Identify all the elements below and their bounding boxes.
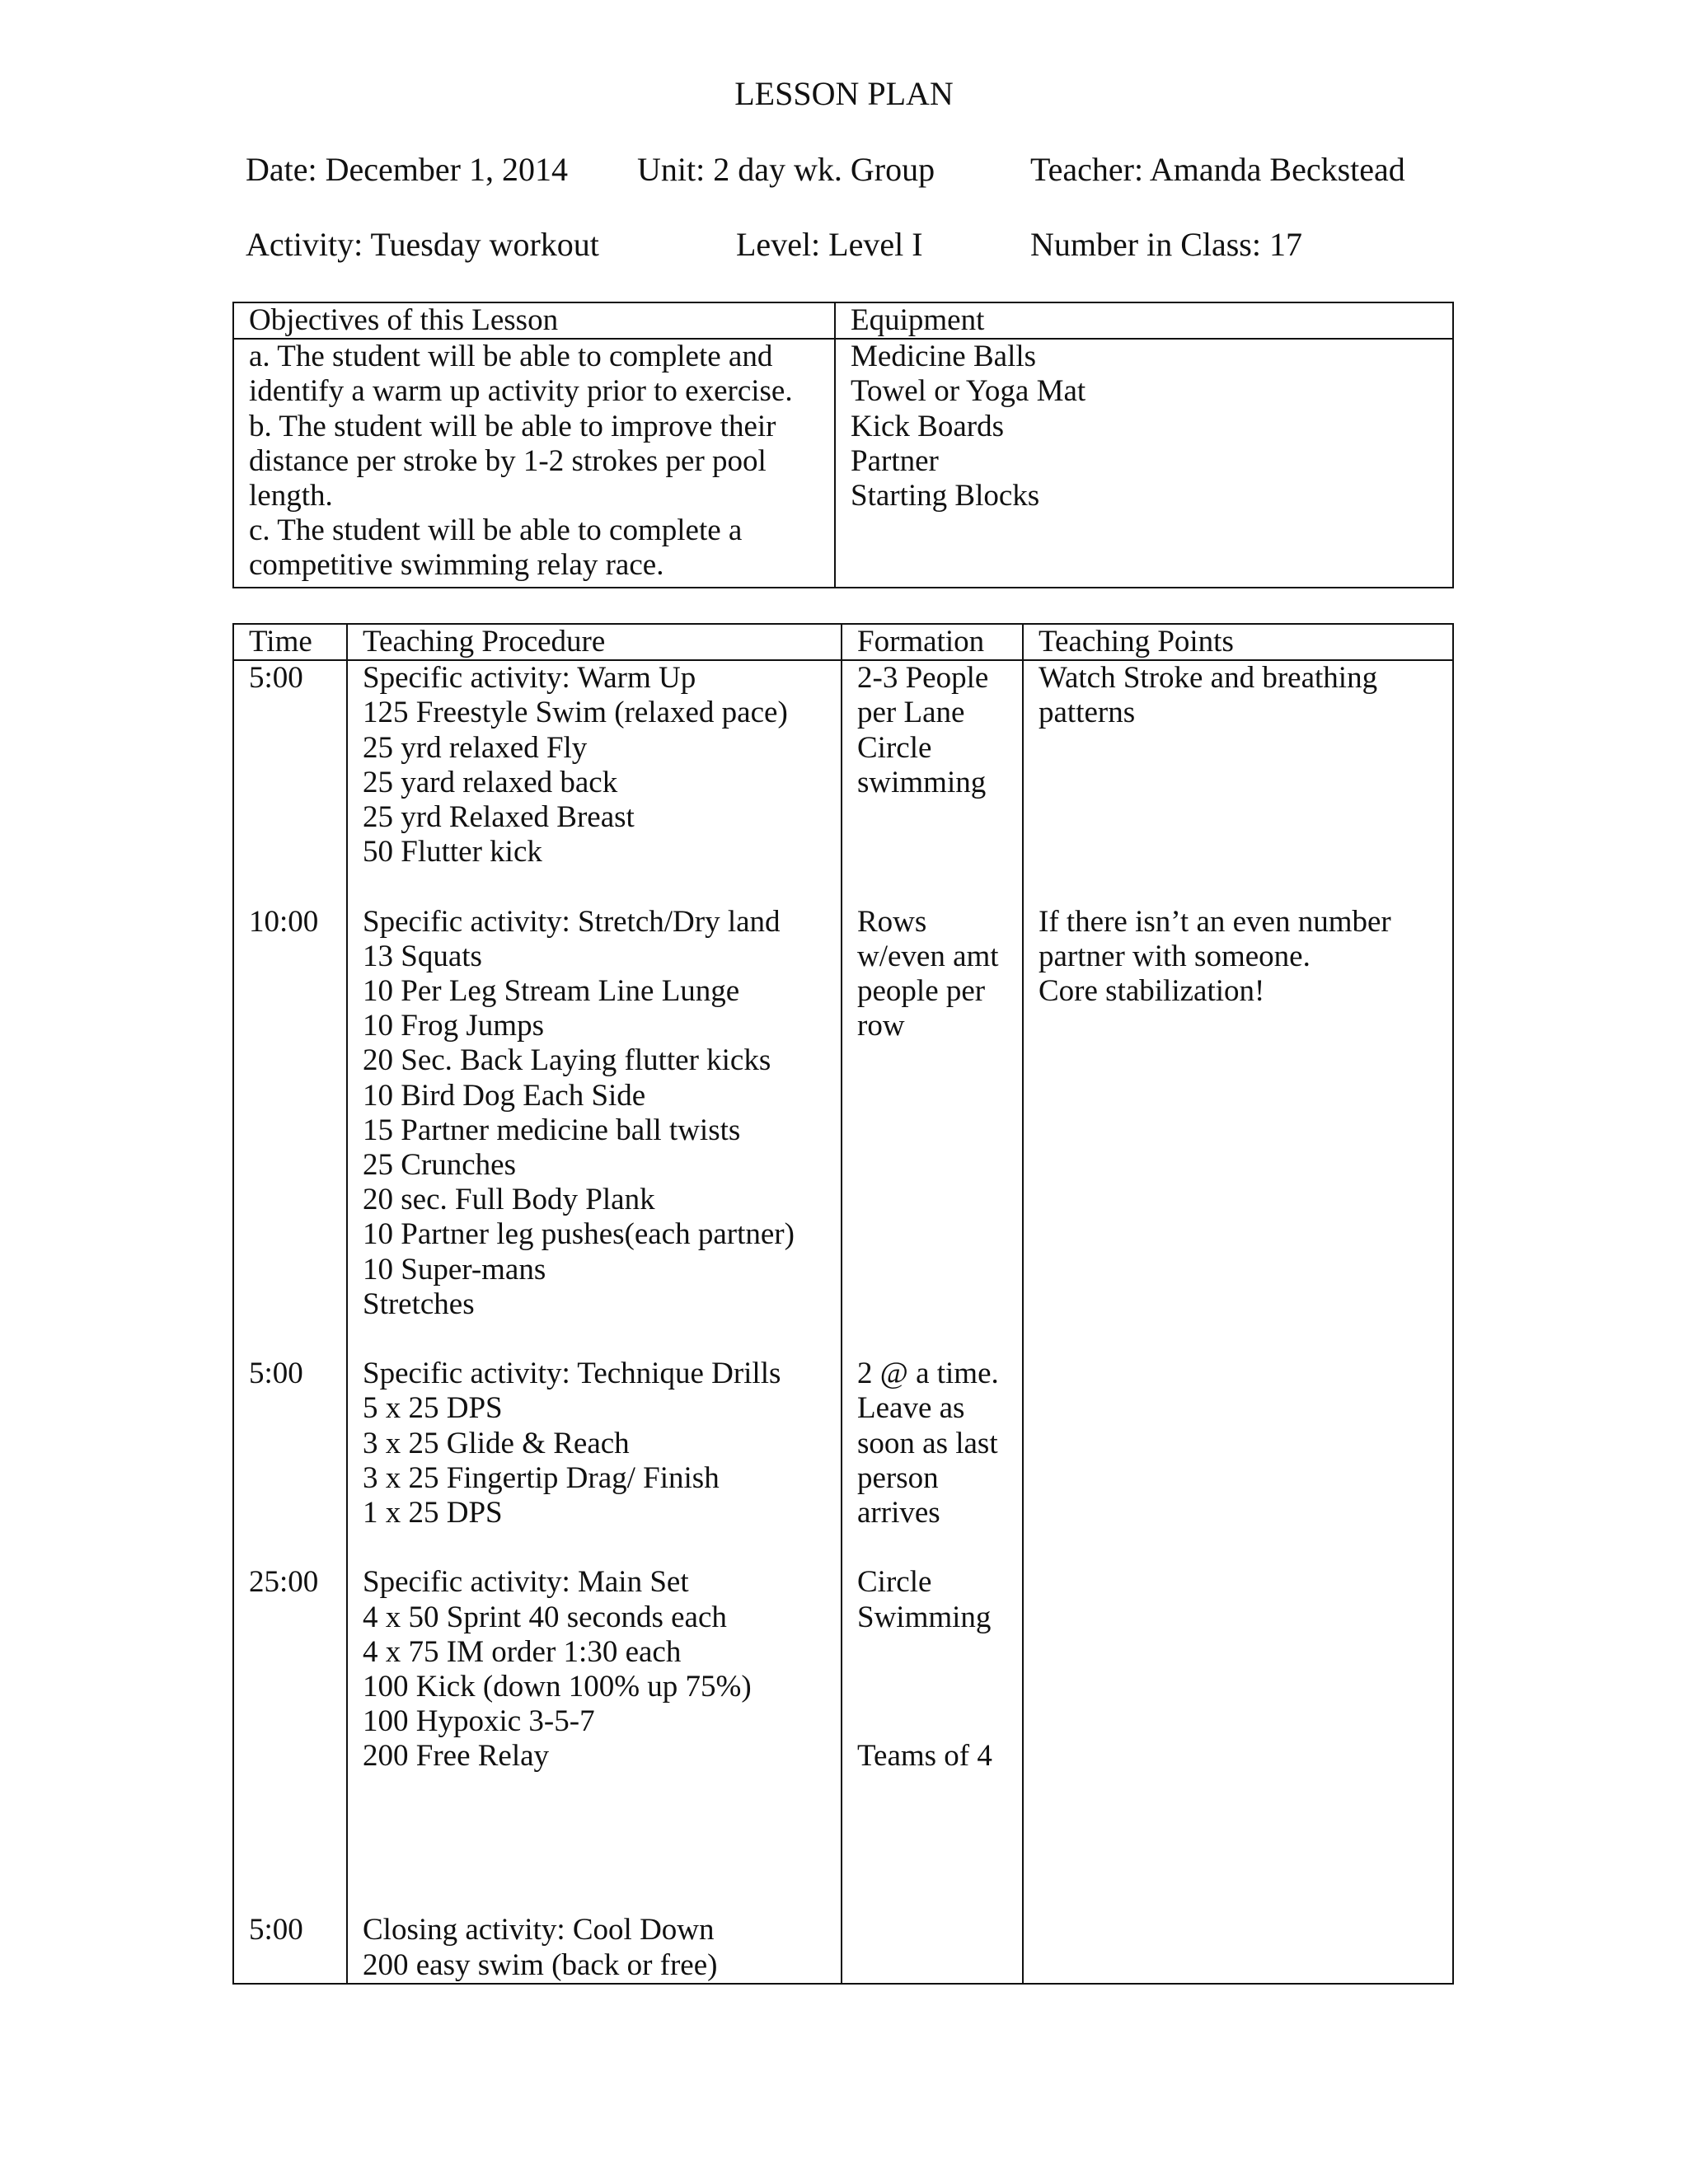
formation-line: Rows — [857, 904, 927, 939]
teaching-point-line — [1039, 1670, 1452, 1704]
procedure-line: Closing activity: Cool Down — [363, 1913, 715, 1947]
time-value — [249, 800, 346, 835]
time-value — [249, 1496, 346, 1530]
equipment-item: Partner — [851, 443, 939, 478]
procedure-line: 200 easy swim (back or free) — [363, 1947, 718, 1982]
procedure-header: Teaching Procedure — [347, 624, 842, 660]
time-value — [249, 1774, 346, 1809]
time-value — [249, 1948, 346, 1983]
procedure-block — [249, 1565, 346, 1913]
objective-line: c. The student will be able to complete a — [249, 513, 743, 548]
teaching-point-line — [1039, 1461, 1452, 1496]
procedure-line: Specific activity: Technique Drills — [363, 1357, 781, 1391]
objective-line: a. The student will be able to complete and — [249, 340, 773, 374]
time-value — [249, 974, 346, 1009]
unit-field: Unit: 2 day wk. Group — [637, 151, 935, 188]
time-column — [233, 660, 347, 1984]
time-value — [249, 940, 346, 974]
time-value — [249, 1601, 346, 1635]
procedure-block — [363, 1913, 841, 1982]
procedure-block — [857, 1565, 1022, 1913]
procedure-body-row — [233, 660, 1453, 1984]
block-spacer — [363, 869, 841, 904]
objectives-header-row — [233, 302, 1453, 339]
block-spacer — [857, 869, 1022, 904]
procedure-block — [1039, 661, 1452, 904]
procedure-line: 4 x 75 IM order 1:30 each — [363, 1634, 682, 1669]
procedure-block — [1039, 1565, 1452, 1913]
formation-line: 2-3 People — [857, 661, 989, 696]
procedure-block — [1039, 1357, 1452, 1565]
block-spacer — [249, 1878, 346, 1913]
time-value — [249, 1217, 346, 1252]
procedure-header-row — [233, 624, 1453, 660]
formation-line: 2 @ a time. — [857, 1357, 999, 1391]
procedure-line: 25 Crunches — [363, 1148, 516, 1183]
teaching-point-line — [1039, 1183, 1452, 1217]
time-value — [249, 1739, 346, 1774]
teaching-point-line — [1039, 1704, 1452, 1739]
time-value — [249, 835, 346, 869]
procedure-block — [249, 1357, 346, 1565]
objective-line: competitive swimming relay race. — [249, 548, 664, 583]
objectives-header: Objectives of this Lesson — [233, 302, 835, 339]
procedure-column — [347, 660, 842, 1984]
teaching-point-line: Core stabilization! — [1039, 974, 1265, 1009]
formation-line: row — [857, 1009, 905, 1043]
objective-line: b. The student will be able to improve their — [249, 409, 776, 443]
procedure-line: 5 x 25 DPS — [363, 1391, 503, 1426]
teaching-point-line — [1039, 1913, 1452, 1947]
objectives-cell — [233, 339, 835, 588]
block-spacer — [363, 1322, 841, 1357]
time-value: 10:00 — [249, 904, 319, 939]
formation-line: people per — [857, 974, 986, 1009]
formation-line — [857, 1217, 1022, 1252]
equipment-header: Equipment — [835, 302, 1453, 339]
procedure-block — [1039, 905, 1452, 1357]
formation-line: swimming — [857, 765, 987, 799]
procedure-line: 125 Freestyle Swim (relaxed pace) — [363, 696, 788, 730]
formation-line: per Lane — [857, 696, 965, 730]
objective-line: identify a warm up activity prior to exercise. — [249, 374, 793, 409]
formation-line — [857, 1043, 1022, 1078]
procedure-line: 20 Sec. Back Laying flutter kicks — [363, 1043, 771, 1078]
procedure-line: 25 yrd relaxed Fly — [363, 730, 588, 765]
procedure-line: Specific activity: Main Set — [363, 1565, 689, 1600]
time-value — [249, 1635, 346, 1670]
teaching-point-line — [1039, 1217, 1452, 1252]
equipment-cell — [835, 339, 1453, 588]
block-spacer — [1039, 869, 1452, 904]
time-value — [249, 1079, 346, 1113]
time-value — [249, 1391, 346, 1426]
time-value — [249, 1287, 346, 1322]
teaching-point-line — [1039, 1809, 1452, 1844]
time-value — [249, 1043, 346, 1078]
formation-line — [857, 1844, 1022, 1878]
formation-line — [857, 1774, 1022, 1809]
procedure-block — [363, 1357, 841, 1565]
teaching-point-line — [1039, 1635, 1452, 1670]
procedure-line: 100 Hypoxic 3-5-7 — [363, 1704, 595, 1739]
teaching-point-line — [1039, 1427, 1452, 1461]
procedure-line: 10 Partner leg pushes(each partner) — [363, 1217, 795, 1252]
time-value — [249, 1148, 346, 1183]
teaching-point-line — [1039, 1948, 1452, 1983]
procedure-line: 100 Kick (down 100% up 75%) — [363, 1670, 752, 1704]
block-spacer — [1039, 1530, 1452, 1565]
procedure-block — [857, 661, 1022, 904]
objectives-body-row — [233, 339, 1453, 588]
procedure-block — [1039, 1913, 1452, 1982]
equipment-item: Medicine Balls — [851, 340, 1037, 374]
teaching-point-line — [1039, 835, 1452, 869]
formation-column — [842, 660, 1023, 1984]
procedure-block — [363, 661, 841, 904]
procedure-line: 4 x 50 Sprint 40 seconds each — [363, 1600, 727, 1634]
time-value — [249, 1670, 346, 1704]
time-value — [249, 1704, 346, 1739]
procedure-line: 10 Bird Dog Each Side — [363, 1078, 646, 1113]
time-value — [249, 1183, 346, 1217]
procedure-line: 1 x 25 DPS — [363, 1496, 503, 1530]
procedure-line: 3 x 25 Glide & Reach — [363, 1426, 630, 1460]
formation-line — [857, 1287, 1022, 1322]
teaching-point-line: If there isn’t an even number — [1039, 904, 1391, 939]
teacher-field: Teacher: Amanda Beckstead — [1030, 151, 1405, 188]
procedure-block — [249, 1913, 346, 1982]
block-spacer — [1039, 1322, 1452, 1357]
time-value — [249, 731, 346, 766]
time-value — [249, 1427, 346, 1461]
formation-line: person — [857, 1460, 939, 1495]
time-value: 5:00 — [249, 661, 303, 696]
teaching-point-line — [1039, 1739, 1452, 1774]
time-value: 25:00 — [249, 1565, 319, 1600]
class-size-field: Number in Class: 17 — [1030, 226, 1302, 263]
procedure-block — [363, 1565, 841, 1913]
procedure-line — [363, 1809, 841, 1844]
procedure-block — [249, 905, 346, 1357]
teaching-point-line — [1039, 731, 1452, 766]
block-spacer — [363, 1530, 841, 1565]
formation-line — [857, 1183, 1022, 1217]
procedure-line: 10 Frog Jumps — [363, 1009, 544, 1043]
formation-line — [857, 1704, 1022, 1739]
block-spacer — [1039, 1878, 1452, 1913]
time-value — [249, 1844, 346, 1878]
formation-line — [857, 835, 1022, 869]
block-spacer — [249, 869, 346, 904]
procedure-line: Specific activity: Warm Up — [363, 661, 696, 696]
points-header: Teaching Points — [1023, 624, 1453, 660]
teaching-point-line — [1039, 1148, 1452, 1183]
equipment-item: Starting Blocks — [851, 479, 1040, 513]
procedure-line: 20 sec. Full Body Plank — [363, 1183, 655, 1217]
formation-line — [857, 1948, 1022, 1983]
time-value — [249, 1461, 346, 1496]
teaching-point-line — [1039, 1391, 1452, 1426]
teaching-point-line — [1039, 1774, 1452, 1809]
procedure-block — [857, 1357, 1022, 1565]
procedure-line: 15 Partner medicine ball twists — [363, 1113, 741, 1147]
equipment-item: Towel or Yoga Mat — [851, 374, 1086, 409]
formation-line: Circle — [857, 730, 932, 765]
formation-line — [857, 1670, 1022, 1704]
teaching-point-line — [1039, 1009, 1452, 1043]
teaching-point-line — [1039, 1565, 1452, 1600]
procedure-line: 13 Squats — [363, 939, 482, 973]
activity-field: Activity: Tuesday workout — [246, 226, 599, 263]
time-value — [249, 1113, 346, 1148]
formation-line: Circle — [857, 1565, 932, 1600]
block-spacer — [857, 1530, 1022, 1565]
teaching-point-line — [1039, 1043, 1452, 1078]
date-field: Date: December 1, 2014 — [246, 151, 568, 188]
procedure-line: 50 Flutter kick — [363, 835, 542, 869]
procedure-block — [249, 661, 346, 904]
formation-line: arrives — [857, 1496, 940, 1530]
objectives-table — [232, 302, 1454, 588]
time-value: 5:00 — [249, 1357, 303, 1391]
block-spacer — [249, 1530, 346, 1565]
teaching-point-line: patterns — [1039, 696, 1136, 730]
time-value: 5:00 — [249, 1913, 303, 1947]
formation-line: Leave as — [857, 1391, 965, 1426]
teaching-point-line: Watch Stroke and breathing — [1039, 661, 1378, 696]
procedure-line: 10 Per Leg Stream Line Lunge — [363, 974, 740, 1009]
time-value — [249, 1253, 346, 1287]
formation-line: Teams of 4 — [857, 1739, 992, 1774]
time-value — [249, 766, 346, 800]
teaching-point-line — [1039, 1357, 1452, 1391]
procedure-block — [363, 905, 841, 1357]
level-field: Level: Level I — [736, 226, 923, 263]
objective-line: distance per stroke by 1-2 strokes per pool — [249, 443, 767, 478]
formation-line — [857, 1148, 1022, 1183]
procedure-block — [857, 905, 1022, 1357]
formation-line — [857, 1635, 1022, 1670]
teaching-point-line — [1039, 800, 1452, 835]
procedure-line — [363, 1844, 841, 1878]
procedure-line: Specific activity: Stretch/Dry land — [363, 904, 781, 939]
formation-line: w/even amt — [857, 939, 999, 973]
procedure-line: 200 Free Relay — [363, 1739, 550, 1774]
equipment-item: Kick Boards — [851, 409, 1004, 443]
formation-line — [857, 1113, 1022, 1148]
procedure-line: 10 Super-mans — [363, 1252, 546, 1286]
teaching-point-line — [1039, 1287, 1452, 1322]
teaching-point-line — [1039, 1079, 1452, 1113]
procedure-line: 25 yard relaxed back — [363, 765, 618, 799]
formation-line — [857, 1809, 1022, 1844]
teaching-point-line — [1039, 1113, 1452, 1148]
teaching-point-line — [1039, 766, 1452, 800]
procedure-table — [232, 623, 1454, 1985]
block-spacer — [363, 1878, 841, 1913]
teaching-point-line: partner with someone. — [1039, 939, 1311, 973]
time-value — [249, 1009, 346, 1043]
formation-line — [857, 1913, 1022, 1947]
procedure-line: Stretches — [363, 1286, 475, 1321]
formation-line — [857, 1079, 1022, 1113]
formation-line — [857, 800, 1022, 835]
procedure-line: 25 yrd Relaxed Breast — [363, 800, 635, 835]
block-spacer — [857, 1878, 1022, 1913]
page-title: LESSON PLAN — [734, 75, 954, 112]
points-column — [1023, 660, 1453, 1984]
teaching-point-line — [1039, 1496, 1452, 1530]
formation-line: soon as last — [857, 1426, 998, 1460]
procedure-block — [857, 1913, 1022, 1982]
block-spacer — [249, 1322, 346, 1357]
teaching-point-line — [1039, 1253, 1452, 1287]
procedure-line: 3 x 25 Fingertip Drag/ Finish — [363, 1460, 720, 1495]
time-header: Time — [233, 624, 347, 660]
teaching-point-line — [1039, 1844, 1452, 1878]
formation-header: Formation — [842, 624, 1023, 660]
time-value — [249, 696, 346, 730]
formation-line — [857, 1253, 1022, 1287]
teaching-point-line — [1039, 1601, 1452, 1635]
block-spacer — [857, 1322, 1022, 1357]
objective-line: length. — [249, 479, 333, 513]
formation-line: Swimming — [857, 1600, 992, 1634]
time-value — [249, 1809, 346, 1844]
procedure-line — [363, 1774, 841, 1809]
